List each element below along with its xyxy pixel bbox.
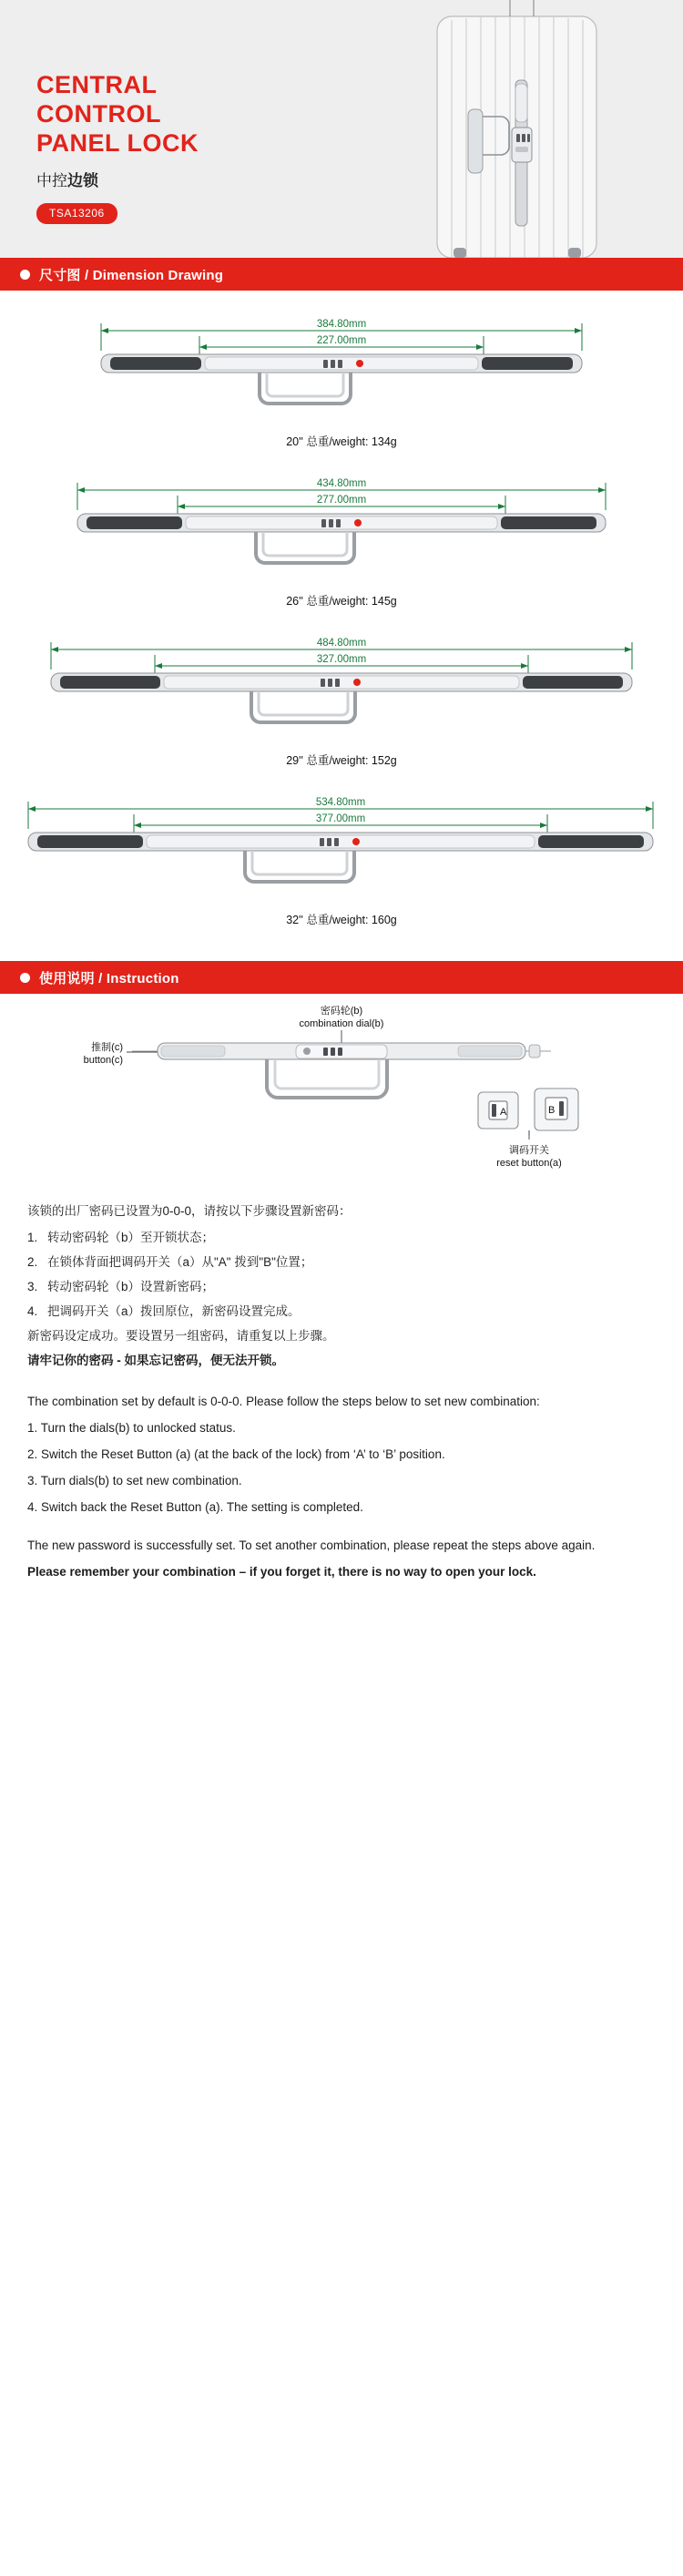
dimension-outer-26: 434.80mm <box>316 478 367 489</box>
page-title <box>36 71 346 158</box>
cn-step-2 <box>27 1250 656 1274</box>
dimension-block-29 <box>0 629 683 789</box>
en-step-1: 1. Turn the dials(b) to unlocked status. <box>27 1420 236 1435</box>
suitcase-illustration <box>373 0 683 258</box>
dimension-caption-29: 29'' 总重/weight: 152g <box>286 754 397 767</box>
cn-step-1-text: 转动密码轮（b）至开锁状态； <box>47 1231 215 1244</box>
dimension-drawing-20 <box>50 311 633 438</box>
section-header-instruction <box>0 961 683 994</box>
instruction-text <box>0 1190 683 1624</box>
instructions-chinese <box>27 1199 656 1373</box>
dimension-drawing-29 <box>27 629 656 757</box>
dimension-block-32 <box>0 789 683 948</box>
cn-step-4-number: 4. <box>27 1304 38 1318</box>
title-line-3: PANEL LOCK <box>36 128 199 157</box>
dimension-outer-20: 384.80mm <box>316 319 367 330</box>
en-lead: The combination set by default is 0-0-0. Please follow the steps below to set new combination: <box>27 1395 540 1408</box>
dimension-outer-32: 534.80mm <box>315 797 366 808</box>
label-dial-cn: 密码轮(b) <box>320 1006 363 1017</box>
dimension-drawings <box>0 291 683 961</box>
en-tail: The new password is successfully set. To set another combination, please repeat the steps above again. <box>27 1538 596 1552</box>
en-warning: Please remember your combination – if you forget it, there is no way to open your lock. <box>27 1564 536 1579</box>
cn-step-3 <box>27 1274 656 1299</box>
cn-step-1-number: 1. <box>27 1231 38 1244</box>
model-badge: TSA13206 <box>36 203 117 224</box>
dimension-caption-32: 32'' 总重/weight: 160g <box>286 914 397 926</box>
bullet-icon <box>20 270 30 280</box>
cn-lead: 该锁的出厂密码已设置为0-0-0，请按以下步骤设置新密码： <box>27 1204 352 1218</box>
subtitle <box>36 168 346 190</box>
section-title-dimension: 尺寸图 / Dimension Drawing <box>39 267 224 283</box>
label-reset-cn: 调码开关 <box>509 1145 549 1156</box>
dimension-inner-20: 227.00mm <box>316 335 367 346</box>
hero-banner <box>0 0 683 258</box>
cn-tail: 新密码设定成功。要设置另一组密码，请重复以上步骤。 <box>27 1329 335 1343</box>
section-title-instruction: 使用说明 / Instruction <box>39 970 179 986</box>
cn-step-3-number: 3. <box>27 1280 38 1293</box>
cn-step-4-text: 把调码开关（a）拨回原位，新密码设置完成。 <box>47 1304 301 1318</box>
cn-step-2-text: 在锁体背面把调码开关（a）从"A" 拨到"B"位置； <box>47 1255 313 1269</box>
lock-parts-diagram <box>23 994 660 1190</box>
cn-step-4 <box>27 1299 656 1324</box>
dimension-drawing-26 <box>41 470 642 598</box>
dimension-outer-29: 484.80mm <box>316 638 367 649</box>
label-dial-en: combination dial(b) <box>299 1018 384 1029</box>
instruction-diagram <box>0 994 683 1190</box>
dimension-inner-26: 277.00mm <box>316 495 367 506</box>
title-line-2: CONTROL <box>36 99 161 128</box>
label-button-cn: 推制(c) <box>91 1042 123 1053</box>
subtitle-bold: 边锁 <box>67 171 98 189</box>
en-step-3: 3. Turn dials(b) to set new combination. <box>27 1473 242 1487</box>
en-step-4: 4. Switch back the Reset Button (a). The setting is completed. <box>27 1499 363 1514</box>
label-button-en: button(c) <box>83 1055 123 1066</box>
dimension-caption-20: 20'' 总重/weight: 134g <box>286 435 397 448</box>
dimension-inner-32: 377.00mm <box>315 813 366 824</box>
dimension-inner-29: 327.00mm <box>316 654 367 665</box>
dimension-block-20 <box>0 311 683 470</box>
dimension-drawing-32 <box>15 789 668 916</box>
svg-text:B: B <box>548 1105 556 1116</box>
subtitle-prefix: 中控 <box>36 171 67 189</box>
cn-step-1 <box>27 1225 656 1250</box>
dimension-caption-26: 26'' 总重/weight: 145g <box>286 595 397 608</box>
svg-text:A: A <box>500 1107 507 1118</box>
bullet-icon <box>20 973 30 983</box>
dimension-block-26 <box>0 470 683 629</box>
cn-step-2-number: 2. <box>27 1255 38 1269</box>
hero-text-group <box>36 71 346 224</box>
section-header-dimension <box>0 258 683 291</box>
title-line-1: CENTRAL <box>36 71 158 98</box>
label-reset-en: reset button(a) <box>496 1158 562 1169</box>
instructions-english <box>27 1391 656 1584</box>
cn-step-3-text: 转动密码轮（b）设置新密码； <box>47 1280 215 1293</box>
spacer <box>27 1523 656 1535</box>
cn-warning: 请牢记你的密码 - 如果忘记密码，便无法开锁。 <box>27 1354 284 1367</box>
en-step-2: 2. Switch the Reset Button (a) (at the back of the lock) from ‘A’ to ‘B’ position. <box>27 1446 445 1461</box>
